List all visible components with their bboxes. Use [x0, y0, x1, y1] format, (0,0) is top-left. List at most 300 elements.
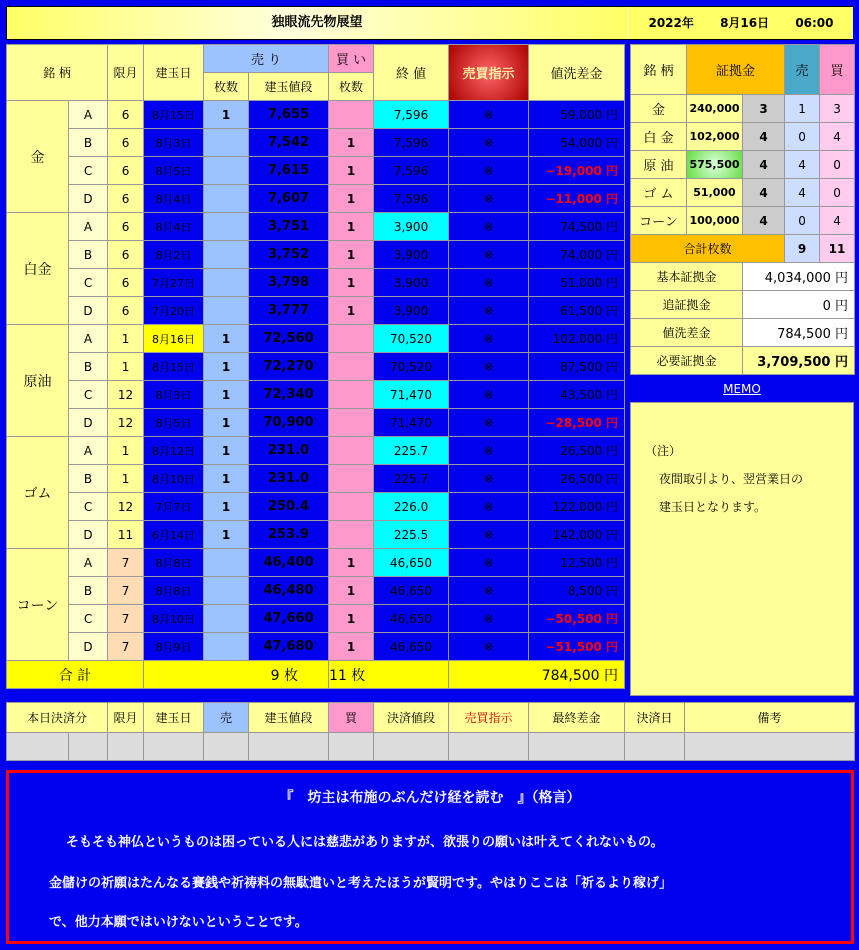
side-header-shokokin: 証拠金 — [687, 45, 785, 95]
contract-month: 6 — [108, 297, 144, 325]
order-mark[interactable]: ※ — [449, 129, 529, 157]
date-year: 2022年 — [648, 16, 694, 30]
order-mark[interactable]: ※ — [449, 549, 529, 577]
contract-month: 7 — [108, 577, 144, 605]
summary-value: 4,034,000 円 — [743, 263, 855, 291]
entry-price: 46,400 — [249, 549, 329, 577]
summary-value: 784,500 円 — [743, 319, 855, 347]
close-price: 225.5 — [374, 521, 449, 549]
close-price: 71,470 — [374, 409, 449, 437]
empty-cell[interactable] — [529, 733, 625, 761]
order-mark[interactable]: ※ — [449, 297, 529, 325]
side-header-uri: 売 — [785, 45, 820, 95]
position-row[interactable] — [7, 129, 625, 157]
sell-count: 1 — [204, 101, 249, 129]
buy-count: 1 — [329, 633, 374, 661]
order-mark[interactable]: ※ — [449, 409, 529, 437]
sell-count: 1 — [204, 465, 249, 493]
contract-month: 6 — [108, 213, 144, 241]
entry-date: 8月10日 — [144, 465, 204, 493]
order-mark[interactable]: ※ — [449, 101, 529, 129]
margin-sell: 4 — [785, 179, 820, 207]
pl-value: 59,000 円 — [529, 101, 625, 129]
order-mark[interactable]: ※ — [449, 633, 529, 661]
position-row[interactable] — [7, 465, 625, 493]
date-time: 06:00 — [795, 16, 834, 30]
margin-summary-row — [631, 347, 855, 375]
entry-date: 8月8日 — [144, 577, 204, 605]
entry-date: 8月3日 — [144, 381, 204, 409]
position-label: B — [69, 129, 108, 157]
commodity-name: 白金 — [7, 213, 69, 325]
buy-count — [329, 521, 374, 549]
buy-count: 1 — [329, 605, 374, 633]
position-label: D — [69, 521, 108, 549]
position-label: C — [69, 381, 108, 409]
close-price: 46,650 — [374, 549, 449, 577]
settlement-header-row — [7, 703, 855, 733]
position-label: B — [69, 577, 108, 605]
order-mark[interactable]: ※ — [449, 381, 529, 409]
total-buy: 11 枚 — [329, 661, 449, 689]
margin-ratio: 3 — [743, 95, 785, 123]
entry-price: 250.4 — [249, 493, 329, 521]
empty-cell[interactable] — [449, 733, 529, 761]
col-header-kai: 買 い — [329, 45, 374, 73]
close-price: 46,650 — [374, 633, 449, 661]
position-label: B — [69, 241, 108, 269]
settlement-empty-row — [7, 733, 855, 761]
entry-price: 3,798 — [249, 269, 329, 297]
margin-commodity: 原 油 — [631, 151, 687, 179]
entry-date: 8月16日 — [144, 325, 204, 353]
settle-col-kai: 買 — [329, 703, 374, 733]
position-label: D — [69, 409, 108, 437]
entry-price: 72,270 — [249, 353, 329, 381]
empty-cell[interactable] — [108, 733, 144, 761]
contract-month: 1 — [108, 437, 144, 465]
contract-month: 7 — [108, 605, 144, 633]
entry-price: 3,777 — [249, 297, 329, 325]
sell-count: 1 — [204, 353, 249, 381]
pl-value: 74,000 円 — [529, 241, 625, 269]
margin-amount: 51,000 — [687, 179, 743, 207]
sell-count — [204, 185, 249, 213]
margin-sell: 1 — [785, 95, 820, 123]
position-row[interactable] — [7, 325, 625, 353]
empty-cell[interactable] — [329, 733, 374, 761]
sell-count: 1 — [204, 521, 249, 549]
entry-date: 8月8日 — [144, 549, 204, 577]
contract-month: 6 — [108, 269, 144, 297]
proverb-box — [6, 770, 854, 944]
memo-link[interactable]: MEMO — [630, 378, 854, 400]
header-row — [7, 45, 625, 73]
sell-count — [204, 549, 249, 577]
col-header-sell-count: 枚数 — [204, 73, 249, 101]
proverb-title: 『 坊主は布施のぶんだけ経を読む 』（格言） — [279, 790, 581, 806]
total-sell: 9 枚 — [144, 661, 329, 689]
buy-count — [329, 325, 374, 353]
buy-count: 1 — [329, 241, 374, 269]
title-bar — [6, 6, 853, 40]
buy-count: 1 — [329, 269, 374, 297]
settle-col-tate-nedan: 建玉値段 — [249, 703, 329, 733]
contract-month: 1 — [108, 353, 144, 381]
order-mark[interactable]: ※ — [449, 213, 529, 241]
position-row[interactable] — [7, 381, 625, 409]
margin-ratio: 4 — [743, 123, 785, 151]
col-header-tategyokubi: 建玉日 — [144, 45, 204, 101]
positions-table — [6, 44, 625, 689]
settle-col-biko: 備考 — [685, 703, 855, 733]
buy-count: 1 — [329, 157, 374, 185]
pl-value: 12,500 円 — [529, 549, 625, 577]
position-row[interactable] — [7, 157, 625, 185]
position-label: C — [69, 493, 108, 521]
settle-col-tategyokubi: 建玉日 — [144, 703, 204, 733]
buy-count — [329, 353, 374, 381]
sell-count: 1 — [204, 325, 249, 353]
margin-commodity: コーン — [631, 207, 687, 235]
memo-line: 建玉日となります。 — [659, 500, 767, 514]
position-row[interactable] — [7, 633, 625, 661]
total-count-label: 合計枚数 — [631, 235, 785, 263]
margin-sell: 0 — [785, 207, 820, 235]
position-label: A — [69, 101, 108, 129]
position-label: C — [69, 269, 108, 297]
summary-value: 0 円 — [743, 291, 855, 319]
entry-price: 70,900 — [249, 409, 329, 437]
summary-label: 基本証拠金 — [631, 263, 743, 291]
position-row[interactable] — [7, 297, 625, 325]
pl-value: 43,500 円 — [529, 381, 625, 409]
margin-ratio: 4 — [743, 207, 785, 235]
pl-value: 54,000 円 — [529, 129, 625, 157]
pl-value: 8,500 円 — [529, 577, 625, 605]
contract-month: 6 — [108, 101, 144, 129]
entry-date: 8月9日 — [144, 633, 204, 661]
proverb-line: 金儲けの祈願はたんなる賽銭や祈祷料の無駄遣いと考えたほうが賢明です。やはりここは「祈るより稼げ」 — [49, 876, 672, 891]
sell-count: 1 — [204, 381, 249, 409]
order-mark[interactable]: ※ — [449, 325, 529, 353]
settle-col-baibai: 売買指示 — [449, 703, 529, 733]
proverb-line: で、他力本願ではいけないということです。 — [49, 915, 308, 930]
buy-count — [329, 101, 374, 129]
position-row[interactable] — [7, 577, 625, 605]
position-row[interactable] — [7, 353, 625, 381]
margin-summary-row — [631, 319, 855, 347]
empty-cell[interactable] — [69, 733, 108, 761]
position-label: A — [69, 325, 108, 353]
margin-amount: 575,500 — [687, 151, 743, 179]
close-price: 7,596 — [374, 129, 449, 157]
pl-value: −51,500 円 — [529, 633, 625, 661]
memo-panel — [630, 402, 854, 696]
order-mark[interactable]: ※ — [449, 269, 529, 297]
order-button[interactable]: 売買指示 — [449, 45, 529, 101]
pl-value: −50,500 円 — [529, 605, 625, 633]
sell-count — [204, 157, 249, 185]
settle-col-honjitsu: 本日決済分 — [7, 703, 108, 733]
entry-date: 8月10日 — [144, 605, 204, 633]
buy-count: 1 — [329, 129, 374, 157]
sell-count: 1 — [204, 409, 249, 437]
entry-price: 3,752 — [249, 241, 329, 269]
entry-date: 7月20日 — [144, 297, 204, 325]
margin-commodity: 金 — [631, 95, 687, 123]
settle-col-kessai-nedan: 決済値段 — [374, 703, 449, 733]
contract-month: 11 — [108, 521, 144, 549]
position-label: A — [69, 213, 108, 241]
buy-count: 1 — [329, 549, 374, 577]
side-header-meigara: 銘 柄 — [631, 45, 687, 95]
position-label: C — [69, 157, 108, 185]
entry-price: 7,607 — [249, 185, 329, 213]
entry-price: 72,560 — [249, 325, 329, 353]
entry-date: 7月27日 — [144, 269, 204, 297]
position-row[interactable] — [7, 437, 625, 465]
order-mark[interactable]: ※ — [449, 577, 529, 605]
summary-value: 3,709,500 円 — [743, 347, 855, 375]
order-mark[interactable]: ※ — [449, 521, 529, 549]
empty-cell[interactable] — [625, 733, 685, 761]
entry-price: 231.0 — [249, 437, 329, 465]
empty-cell[interactable] — [249, 733, 329, 761]
entry-price: 231.0 — [249, 465, 329, 493]
entry-date: 8月5日 — [144, 157, 204, 185]
margin-total-row — [631, 235, 855, 263]
position-row[interactable] — [7, 185, 625, 213]
pl-value: 51,000 円 — [529, 269, 625, 297]
margin-buy: 4 — [820, 207, 855, 235]
pl-value: 74,500 円 — [529, 213, 625, 241]
margin-amount: 100,000 — [687, 207, 743, 235]
close-price: 70,520 — [374, 325, 449, 353]
col-header-tate-nedan: 建玉値段 — [249, 73, 329, 101]
order-mark[interactable]: ※ — [449, 185, 529, 213]
margin-row — [631, 179, 855, 207]
buy-count — [329, 493, 374, 521]
sell-count — [204, 213, 249, 241]
sell-count — [204, 241, 249, 269]
position-row[interactable] — [7, 493, 625, 521]
close-price: 46,650 — [374, 605, 449, 633]
entry-price: 7,655 — [249, 101, 329, 129]
sell-count: 1 — [204, 493, 249, 521]
buy-count — [329, 409, 374, 437]
summary-label: 必要証拠金 — [631, 347, 743, 375]
order-mark[interactable]: ※ — [449, 605, 529, 633]
page-title: 独眼流先物展望 — [7, 7, 627, 39]
close-price: 225.7 — [374, 465, 449, 493]
margin-sell: 4 — [785, 151, 820, 179]
total-count-buy: 11 — [820, 235, 855, 263]
entry-price: 7,542 — [249, 129, 329, 157]
col-header-owarine: 終 値 — [374, 45, 449, 101]
margin-summary-row — [631, 291, 855, 319]
margin-row — [631, 151, 855, 179]
order-mark[interactable]: ※ — [449, 465, 529, 493]
entry-date: 8月3日 — [144, 129, 204, 157]
summary-label: 値洗差金 — [631, 319, 743, 347]
entry-price: 46,480 — [249, 577, 329, 605]
position-row[interactable] — [7, 241, 625, 269]
sell-count — [204, 129, 249, 157]
total-count-sell: 9 — [785, 235, 820, 263]
contract-month: 7 — [108, 549, 144, 577]
entry-date: 8月5日 — [144, 409, 204, 437]
entry-date: 6月14日 — [144, 521, 204, 549]
date-display — [629, 7, 853, 39]
margin-row — [631, 95, 855, 123]
close-price: 70,520 — [374, 353, 449, 381]
entry-price: 7,615 — [249, 157, 329, 185]
empty-cell[interactable] — [374, 733, 449, 761]
entry-date: 8月4日 — [144, 185, 204, 213]
commodity-name: 原油 — [7, 325, 69, 437]
position-row[interactable] — [7, 549, 625, 577]
sell-count: 1 — [204, 437, 249, 465]
total-label: 合 計 — [7, 661, 144, 689]
proverb-line: そもそも神仏というものは困っている人には慈悲がありますが、欲張りの願いは叶えてくれないもの。 — [66, 835, 664, 850]
pl-value: −11,000 円 — [529, 185, 625, 213]
position-label: C — [69, 605, 108, 633]
margin-amount: 240,000 — [687, 95, 743, 123]
contract-month: 6 — [108, 185, 144, 213]
entry-date: 8月4日 — [144, 213, 204, 241]
position-row[interactable] — [7, 521, 625, 549]
col-header-buy-count: 枚数 — [329, 73, 374, 101]
entry-price: 3,751 — [249, 213, 329, 241]
contract-month: 6 — [108, 157, 144, 185]
position-label: D — [69, 185, 108, 213]
entry-date: 8月12日 — [144, 437, 204, 465]
close-price: 7,596 — [374, 101, 449, 129]
contract-month: 6 — [108, 241, 144, 269]
pl-value: 122,000 円 — [529, 493, 625, 521]
close-price: 3,900 — [374, 241, 449, 269]
margin-buy: 0 — [820, 151, 855, 179]
commodity-name: ゴム — [7, 437, 69, 549]
margin-commodity: ゴ ム — [631, 179, 687, 207]
close-price: 71,470 — [374, 381, 449, 409]
contract-month: 12 — [108, 409, 144, 437]
close-price: 225.7 — [374, 437, 449, 465]
margin-row — [631, 207, 855, 235]
contract-month: 12 — [108, 493, 144, 521]
settlement-table — [6, 702, 855, 761]
close-price: 3,900 — [374, 297, 449, 325]
settle-col-kessaibi: 決済日 — [625, 703, 685, 733]
order-mark[interactable]: ※ — [449, 241, 529, 269]
margin-buy: 4 — [820, 123, 855, 151]
contract-month: 6 — [108, 129, 144, 157]
buy-count: 1 — [329, 213, 374, 241]
buy-count: 1 — [329, 185, 374, 213]
position-row[interactable] — [7, 409, 625, 437]
pl-value: 87,500 円 — [529, 353, 625, 381]
settle-col-saishu-sakin: 最終差金 — [529, 703, 625, 733]
col-header-neara: 値洗差金 — [529, 45, 625, 101]
pl-value: −28,500 円 — [529, 409, 625, 437]
buy-count — [329, 381, 374, 409]
close-price: 7,596 — [374, 157, 449, 185]
position-label: B — [69, 465, 108, 493]
margin-sell: 0 — [785, 123, 820, 151]
entry-price: 72,340 — [249, 381, 329, 409]
position-label: D — [69, 633, 108, 661]
pl-value: 26,500 円 — [529, 465, 625, 493]
side-header-row — [631, 45, 855, 95]
settle-col-gengetsu: 限月 — [108, 703, 144, 733]
buy-count: 1 — [329, 297, 374, 325]
margin-summary-row — [631, 263, 855, 291]
buy-count — [329, 465, 374, 493]
close-price: 3,900 — [374, 269, 449, 297]
memo-note-title: （注） — [645, 444, 682, 458]
sell-count — [204, 297, 249, 325]
empty-cell[interactable] — [7, 733, 69, 761]
empty-cell[interactable] — [685, 733, 855, 761]
position-row[interactable] — [7, 269, 625, 297]
side-header-kai: 買 — [820, 45, 855, 95]
memo-line: 夜間取引より、翌営業日の — [659, 472, 804, 486]
total-diff: 784,500 円 — [449, 661, 625, 689]
order-mark[interactable]: ※ — [449, 353, 529, 381]
entry-price: 47,680 — [249, 633, 329, 661]
empty-cell[interactable] — [204, 733, 249, 761]
entry-price: 253.9 — [249, 521, 329, 549]
col-header-meigara: 銘 柄 — [7, 45, 108, 101]
contract-month: 1 — [108, 465, 144, 493]
position-row[interactable] — [7, 101, 625, 129]
date-monthday: 8月16日 — [720, 16, 770, 30]
sell-count — [204, 577, 249, 605]
settle-col-uri: 売 — [204, 703, 249, 733]
position-row[interactable] — [7, 213, 625, 241]
contract-month: 12 — [108, 381, 144, 409]
empty-cell[interactable] — [144, 733, 204, 761]
entry-date: 8月15日 — [144, 353, 204, 381]
contract-month: 7 — [108, 633, 144, 661]
total-row — [7, 661, 625, 689]
pl-value: 61,500 円 — [529, 297, 625, 325]
position-label: D — [69, 297, 108, 325]
commodity-name: コーン — [7, 549, 69, 661]
margin-amount: 102,000 — [687, 123, 743, 151]
sell-count — [204, 633, 249, 661]
entry-date: 7月7日 — [144, 493, 204, 521]
margin-row — [631, 123, 855, 151]
pl-value: −19,000 円 — [529, 157, 625, 185]
entry-price: 47,660 — [249, 605, 329, 633]
buy-count — [329, 437, 374, 465]
entry-date: 8月2日 — [144, 241, 204, 269]
order-mark[interactable]: ※ — [449, 493, 529, 521]
commodity-name: 金 — [7, 101, 69, 213]
order-mark[interactable]: ※ — [449, 157, 529, 185]
col-header-uri: 売 り — [204, 45, 329, 73]
margin-ratio: 4 — [743, 179, 785, 207]
position-row[interactable] — [7, 605, 625, 633]
entry-date: 8月15日 — [144, 101, 204, 129]
col-header-gengetsu: 限月 — [108, 45, 144, 101]
margin-buy: 0 — [820, 179, 855, 207]
position-label: A — [69, 437, 108, 465]
order-mark[interactable]: ※ — [449, 437, 529, 465]
close-price: 3,900 — [374, 213, 449, 241]
